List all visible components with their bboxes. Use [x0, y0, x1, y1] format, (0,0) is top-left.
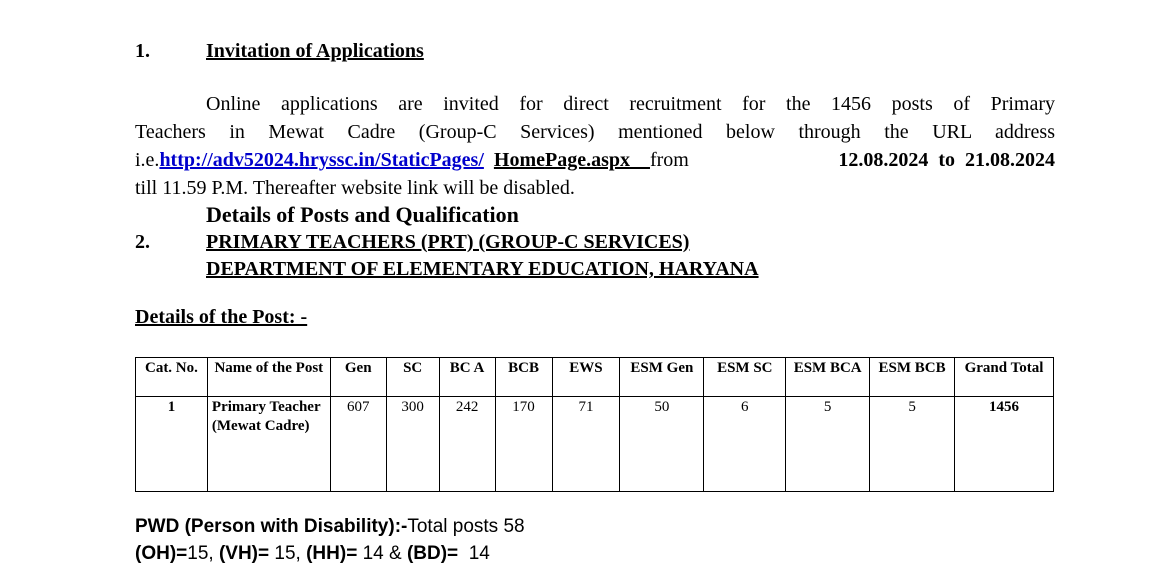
table-row — [136, 397, 1054, 492]
invitation-paragraph — [135, 90, 1055, 202]
bd-value: 14 — [468, 543, 490, 564]
col-header: ESM SC — [704, 358, 786, 397]
table-cell: 300 — [386, 397, 439, 492]
from-text: from — [649, 149, 689, 171]
date-to: 21.08.2024 — [965, 149, 1055, 171]
col-header: Cat. No. — [136, 358, 208, 397]
pwd-label: PWD (Person with Disability):- — [135, 516, 408, 537]
pwd-line2 — [135, 543, 490, 565]
col-header: Name of the Post — [207, 358, 330, 397]
section2-line1: PRIMARY TEACHERS (PRT) (GROUP-C SERVICES) — [206, 231, 690, 253]
table-cell: 170 — [495, 397, 552, 492]
col-header: SC — [386, 358, 439, 397]
section-number-1: 1. — [135, 40, 150, 62]
para-line-4: till 11.59 P.M. Thereafter website link will be disabled. — [135, 177, 575, 199]
para-line-3 — [135, 146, 1055, 174]
table-cell: 607 — [330, 397, 386, 492]
table-cell: 242 — [439, 397, 495, 492]
para-line-1: Online applications are invited for direct recruitment for the 1456 posts of Primary — [206, 93, 1055, 115]
ie-prefix: i.e. — [135, 149, 160, 171]
oh-label: (OH)= — [135, 543, 188, 564]
table-cell: 6 — [704, 397, 786, 492]
section-heading-invitation: Invitation of Applications — [206, 40, 424, 62]
table-cell: 71 — [552, 397, 620, 492]
col-header: ESM BCB — [870, 358, 955, 397]
section-number-2: 2. — [135, 231, 150, 253]
table-cell: 5 — [786, 397, 870, 492]
section-heading-details: Details of Posts and Qualification — [206, 202, 519, 227]
pwd-line1 — [135, 516, 525, 538]
url-link-part1[interactable]: http://adv52024.hryssc.in/StaticPages/ — [159, 149, 484, 171]
bd-label: (BD)= — [406, 543, 459, 564]
col-header: BCB — [495, 358, 552, 397]
col-header: ESM BCA — [786, 358, 870, 397]
posts-table — [135, 357, 1054, 492]
col-header: Grand Total — [955, 358, 1054, 397]
table-cell: Primary Teacher (Mewat Cadre) — [207, 397, 330, 492]
to-text: to — [938, 149, 955, 171]
table-cell: 1 — [136, 397, 208, 492]
col-header: BC A — [439, 358, 495, 397]
col-header: Gen — [330, 358, 386, 397]
table-cell: 5 — [870, 397, 955, 492]
vh-value: 15, — [274, 543, 301, 564]
col-header: EWS — [552, 358, 620, 397]
date-from: 12.08.2024 — [838, 149, 929, 171]
pwd-total: Total posts 58 — [407, 516, 525, 537]
table-cell: 1456 — [955, 397, 1054, 492]
url-link-part2[interactable]: HomePage.aspx — [493, 149, 630, 171]
oh-value: 15, — [187, 543, 214, 564]
table-cell: 50 — [620, 397, 704, 492]
table-header-row — [136, 358, 1054, 397]
section2-line2: DEPARTMENT OF ELEMENTARY EDUCATION, HARYANA — [206, 258, 759, 280]
col-header: ESM Gen — [620, 358, 704, 397]
hh-value: 14 & — [362, 543, 402, 564]
vh-label: (VH)= — [218, 543, 270, 564]
para-line-2: Teachers in Mewat Cadre (Group-C Services) mentioned below through the URL address — [135, 121, 1055, 143]
post-details-heading: Details of the Post: - — [135, 306, 308, 328]
hh-label: (HH)= — [306, 543, 358, 564]
